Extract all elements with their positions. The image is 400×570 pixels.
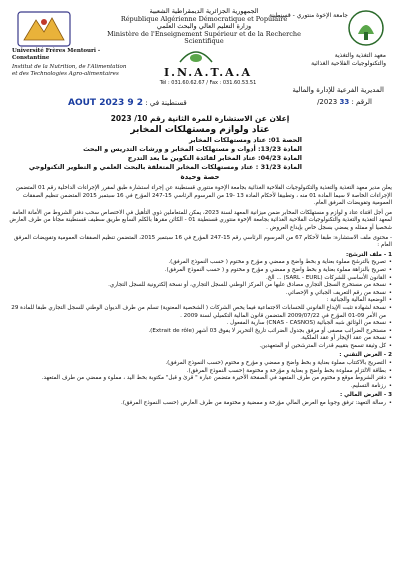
lot-4: المادة 31/23 : عتاد ومستهلكات المخابر المتعلقة بالبحث العلمي و التطوير التكنولوجي (28, 163, 302, 171)
lot-3: المادة 04/23: عتاد المخابر لفائدة التكوين ما بعد التدرج (127, 154, 302, 162)
notice-titles (8, 114, 392, 136)
list-item: • نسخة من عقد الإيجار أو عقد الملكية. (8, 335, 392, 343)
list-item: • نسخة من رقم التعريف الجبائي و الإحصائي. (8, 290, 392, 298)
list-item: • دفتر الشروط موقع و مختوم من طرف المتعهد في الصفحة الأخيرة متضمن عبارة " قرئ و قبل" مكتوبة بخط اليد ، مملوء و ممضي من طرف المتعهد. (8, 375, 392, 383)
institute-name-ar: معهد التغذية والتغذية والتكنولوجيات الفلاحية الغذائية (311, 52, 386, 67)
lot-2: المادة 13/23: أدوات و مستهلكات المخابر و ورشات التدريس و البحث (83, 145, 302, 153)
tel-fax: Tél : 031.60.62.67 / Fax : 031.60.53.51 (159, 80, 257, 86)
section-candidacy: 1 - ملف الترشح: (345, 251, 392, 258)
list-item: • نسخة من مستخرج السجل التجاري مصادق عليها من المركز الوطني للسجل التجاري، أو نسخة إلكترونية للسجل التجاري. (8, 282, 392, 290)
notice-title: إعلان عن الاستشارة للمرة الثانية رقم 10/ 2023 (110, 114, 290, 123)
notice-body (8, 185, 392, 408)
list-item: • رزنامة التسليم. (8, 383, 392, 391)
republic-line-ar: الجمهورية الجزائرية الديمقراطية الشعبية (149, 7, 259, 15)
inataa-acronym: I.N.A.T.A.A (163, 66, 253, 79)
inataa-emblem-icon (178, 44, 214, 66)
list-item: • بطاقة الالتزام مملوءة بخط واضح و بعناية و مؤرخة و مختومة (حسب النموذج المرفق). (8, 368, 392, 376)
paragraph-intro: يعلن مدير معهد التغذية والتغذية والتكنولوجيات الفلاحية الغذائية بجامعة الإخوة منتوري قسنطينة عن إجراء استشارة طبق لمقرر الإجراءات الداخلية رقم 01 المتضمن الإجراءات الخاصة لا سيما المادة 01 منه ، وتطبيقا لأحكام المادة 13 -19 من المرسوم الرئاسي 15-247 المؤرخ في 16 سبتمبر 2015 المتضمن تنظيم الصفقات العمومية وتفويضات المرفق العام. (15, 185, 392, 207)
financial-list (8, 400, 392, 408)
paragraph-acquisition: من أجل اقتناء عتاد و لوازم و مستهلكات المخابر ضمن ميزانية المعهد لسنة 2023، يمكن للمتعاملين ذوي التأهيل في الاختصاص سحب دفتر الشروط من الأمانة العامة لمعهد التغذية والتغذية والتكنولوجيات الفلاحية الغذائية بجامعة الإخوة منتوري قسنطينة 01 - الكائن مقرها بالكلم السابع طريق سطيف قسنطينة مجانا من طرف العارض شخصيا أو ممثله و يمضي بسجل خاص بإيداع العروض . (9, 209, 392, 231)
letterhead (8, 4, 392, 96)
date-line: قسنطينة في : 2 9 AOUT 2023 (68, 98, 187, 108)
reference-row (8, 98, 392, 112)
list-item: • تصريح بالنزاهة مملوء بعناية و بخط واضح و ممضي و مؤرخ و مختوم و ( حسب النموذج المرفق). (8, 267, 392, 275)
university-name-fr: Université Frères Mentouri - Constantine (12, 48, 101, 61)
republic-line-fr: République Algérienne Démocratique et Populaire (120, 14, 288, 23)
notice-subject: عتاد ولوازم ومستهلكات المخابر (130, 125, 270, 135)
list-item: • نسخة من الوثائق شبه الجبائية (CNAS - CASNOS) سارية المفعول . (8, 320, 392, 328)
department-name: المديرية الفرعية للإدارة والمالية (292, 86, 384, 94)
date-stamp: 2 9 AOUT 2023 (68, 98, 144, 108)
university-name-ar: جامعة الإخوة منتوري - قسنطينة (268, 12, 348, 19)
institute-logo-icon (346, 8, 386, 48)
section-technical: 2 - العرض التقني : (339, 352, 392, 359)
handwritten-number: 33 (339, 98, 350, 106)
list-item: • مستخرج الضرائب مصفى أو مرفق بجدول الضرائب تاريخ التحرير لا يفوق 03 أشهر (Extrait de rôle). (8, 328, 392, 336)
institute-name-fr: Institut de la Nutrition, de l'Alimentation et des Technologies Agro-alimentaires (12, 64, 127, 77)
reference-number: الرقم : 33 2023/ (317, 98, 372, 106)
ministry-line-fr: Ministère de l'Enseignement Supérieur et de la Recherche Scientifique (107, 29, 301, 45)
list-item: • رسالة التعهد: ترفق وجوبا مع العرض المالي مؤرخة و ممضية و مختومة من طرف العارض (حسب النموذج المرفق). (8, 400, 392, 408)
list-item: • التصريح بالاكتتاب مملوء بعناية و بخط واضح و ممضي و مؤرخ و مختوم (حسب النموذج المرفق). (8, 360, 392, 368)
technical-list (8, 360, 392, 390)
university-logo-icon (16, 10, 72, 48)
lot-single: حصة وحيدة (180, 173, 220, 181)
ministry-line-ar: وزارة التعليم العالي والبحث العلمي (156, 22, 252, 30)
list-item: • كل وثيقة تسمح بتقييم قدرات المترشحين أو المتعهدين. (8, 343, 392, 351)
list-item: • نسخة لشهادة تثبت الإيداع القانوني للحسابات الاجتماعية فيما يخص الشركات ( الشخصية المعنوية) تسلم من طرف الديوان الوطني للسجل التجاري طبقا للمادة 29 من الأمر 09-01 المؤرخ في 2009/07/22 المتضمن قانون المالية التكميلي لسنة 2009 . (8, 305, 392, 320)
list-item: • تصريح بالترشح مملوء بعناية و بخط واضح و ممضي و مؤرخ و مختوم ( حسب النموذج المرفق). (8, 259, 392, 267)
list-item: • القانون الأساسي للشركات (SARL - EURL) ... الخ. (8, 275, 392, 283)
list-item: • الوضعية المالية والجبائية : (8, 297, 392, 305)
section-financial: 3 - العرض المالي : (339, 392, 392, 399)
candidacy-list (8, 259, 392, 350)
lot-1: الحصة 01: عتاد ومستهلكات المخابر (189, 136, 302, 144)
paragraph-content: - محتوى ملف الاستشارة: طبقا لأحكام 67 من المرسوم الرئاسي رقم 15-247 المؤرخ في 16 سبتمبر 2015، المتضمن تنظيم الصفقات العمومية وتفويضات المرفق العام : (13, 234, 392, 249)
